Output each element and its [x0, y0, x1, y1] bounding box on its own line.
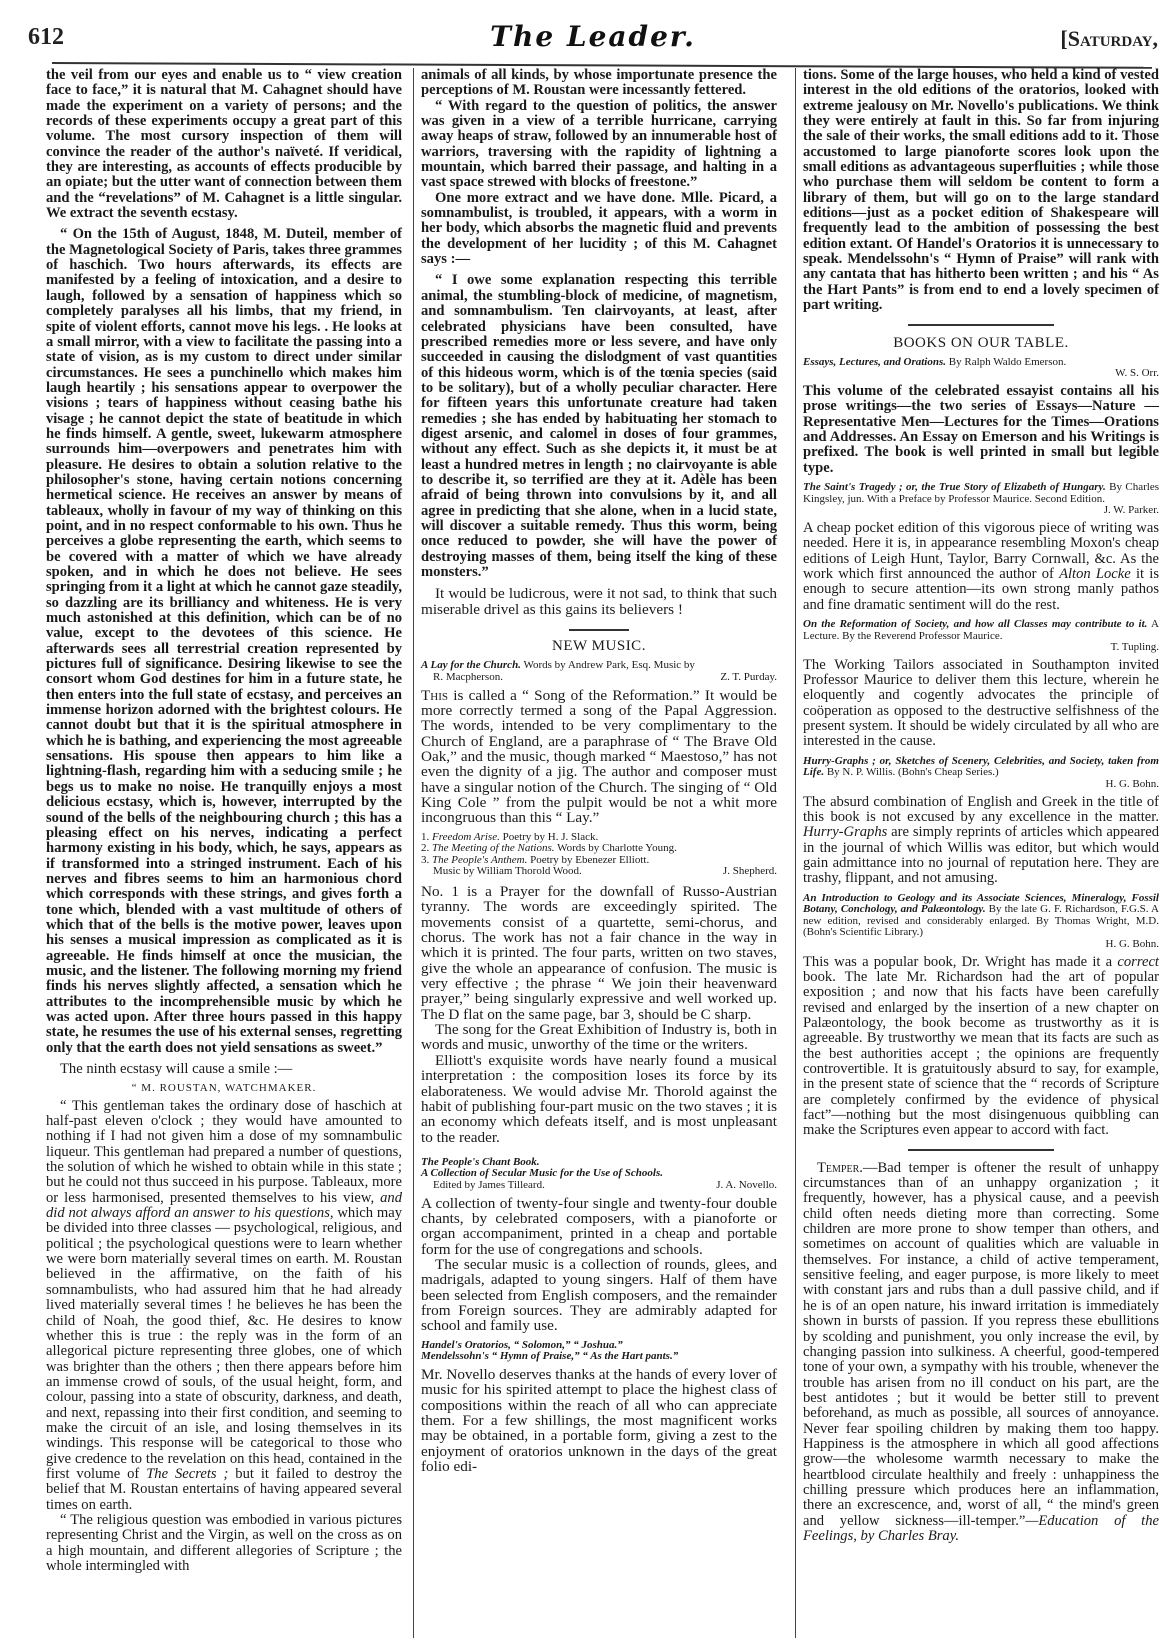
column-divider: [413, 68, 414, 1638]
article-paragraph: animals of all kinds, by whose importunate presence the perceptions of M. Roustan were incessantly fettered.: [421, 67, 777, 99]
page-number: 612: [28, 24, 64, 50]
masthead: [28, 20, 1158, 60]
issue-day: [Saturday,: [1060, 26, 1158, 51]
music-list-credit: Music by William Thorold Wood. J. Shepherd.: [433, 865, 777, 878]
review-paragraph: The song for the Great Exhibition of Industry is, both in words and music, unworthy of the time or the writers.: [421, 1021, 777, 1054]
temper-paragraph: Temper.—Bad temper is oftener the result of unhappy circumstances than of an unhappy organization ; it frequently, however, has a physical cause, and a peevish child often needs dieting more than correcting. Some children are more prone to show temper than others, and sometimes on account of qualities which are valuable in themselves. For instance, a child of active temperament, sensitive feeling, and eager purpose, is more likely to meet with constant jars and rubs than a dull passive child, and if he is of an open nature, his inward irritation is immediately shown in bursts of passion. If you repress these ebullitions by scolding and punishment, you only increase the evil, by changing passion into sulkiness. A cheerful, good-tempered tone of your own, a sympathy with his trouble, whenever the trouble has arisen from no ill conduct on his part, are the best antidotes ; but it would be better still to prevent beforehand, as much as possible, all sources of annoyance. Never fear spoiling children by making them too happy. Happiness is the atmosphere in which all good affections grow—the wholesome warmth necessary to make the heartblood circulate healthily and freely : unhappiness the chilling pressure which produces here an inflammation, there an excrescence, and, worst of all, “ the mind's green and yellow sickness—ill-temper.”—Education of the Feelings, by Charles Bray.: [803, 1159, 1159, 1544]
quoted-extract: “ I owe some explanation respecting this terrible animal, the stumbling-block of medicine, of magnetism, and somnambulism. Ten clairvoyants, at least, after celebrated physicians have been consulted, have prescribed remedies more or less severe, and have only succeeded in causing the dislodgment of vast quantities of this hideous worm, which is of the tœnia species (said to be solitary), but of a wholly peculiar character. Here for fifteen years this unfortunate creature had taken remedies ; she has ended by habituating her stomach to digest arsenic, and calomel in doses of four grammes, without any effect. Such as she depicts it, it must be at least a hundred metres in length ; no clairvoyante is able to describe it, so terrified are they at it. Adèle has been afraid of being thrown into convulsions by it, and all agree in predicting that she alone, when in a lucid state, will discover a suitable remedy. Thus this worm, being once reduced to powder, she will have the power of destroying masses of them, being itself the king of these monsters.”: [421, 272, 777, 580]
review-paragraph: This is called a “ Song of the Reformation.” It would be more correctly termed a song of the Papal Aggression. The words, intended to be very complimentary to the Church of England, are a paraphrase of “ The Brave Old Oak,” and the music, though marked “ Maestoso,” has not even the dignity of a jig. The author and composer must have a singular notion of the Church. The singing of “ Old King Cole ” from the pulpit would be not a whit more incongruous than this “ Lay.”: [421, 686, 777, 827]
section-rule: [908, 1149, 1054, 1151]
music-citation: Handel's Oratorios, “ Solomon,” “ Joshua.” Mendelssohn's “ Hymn of Praise,” “ As the Hart pants.”: [421, 1338, 679, 1363]
review-paragraph: A collection of twenty-four single and twenty-four double chants, by celebrated composers, with a pianoforte or organ accompaniment, printed in a cheap and portable form for the use of congregations and schools.: [421, 1194, 777, 1258]
article-paragraph: the veil from our eyes and enable us to “ view creation face to face,” it is natural that M. Cahagnet should have made the experiment on a variety of persons; and the records of these experiments occupy a great part of this volume. The most cursory inspection of them will convince the reader of the author's naïveté. If veridical, they are interesting, as accounts of effects producible by an opiate; but the utter want of connection between them and the “revelations” of M. Cahagnet is a little singular. We extract the seventh ecstasy.: [46, 67, 402, 222]
quoted-extract: “ On the 15th of August, 1848, M. Duteil, member of the Magnetological Society of Paris, takes three grammes of haschich. Two hours afterwards, its effects are manifested by a feeling of intoxication, and a desire to laugh, followed by a sensation of happiness which so completely paralyses all his limbs, that my friend, in spite of violent efforts, cannot move his legs. . He looks at a small mirror, with a view to facilitate the passing into a state of vision, as is my custom to direct under similar circumstances. He sees a punchinello which makes him laugh heartily ; his sensations appear to overpower the visions ; tears of happiness without ceasing bathe his visage ; he cannot depict the state of beatitude in which he finds himself. A gentle, sweet, lukewarm atmosphere surrounds him—overpowers and penetrates him with pleasure. He desires to obtain a solution relative to the philosopher's stone, having certain notions concerning hermetical science. He receives an answer by means of tableaux, wholly in favour of my way of thinking on this point, and in no respect conformable to his own. Thus he perceives a globe representing the earth, which seems to be covered with a matter of which we have already spoken, and in which he does not believe. He sees springing from it a light at which he cannot gaze steadily, so dazzling are its brilliancy and whiteness. He is very much astonished at this definition, which can be of no value, except to the devotees of this science. He afterwards sees all terrestrial creation represented by pictures full of significance. Desiring likewise to see the consort whom God destines for him in a future state, he then enters into the full state of ecstasy, and perceives an immense horizon adorned with the brightest colours. He cannot doubt but that it is the spiritual atmosphere in which he is bathing, and experiencing the most agreeable sensations. His spouse then appears to him like a lightning-flash, regarding him with a seducing smile ; he begs us to make no noise. He tranquilly enjoys a most delicious ecstasy, which is, however, interrupted by the sound of the bells of the neighbouring church ; this has a pleasing effect on his nerves, indicating a perfect harmony existing in his body, which, he says, appears as if transformed into a stringed instrument. Each of his nerves and fibres seems to him an harmonious chord which corresponds with these strings, and gives forth a tone which, blended with a vast multitude of others of which that of the bells is the motive power, leaves upon his senses a musical impression as complicated as it is agreeable. He finds himself at once the musician, the music, and the listener. The following morning my friend finds his nerves slightly affected, a sensation which he attributes to the incomprehensible music by which he was acted upon. After three hours passed in this happy state, he resumes the use of his external senses, regretting only that the earth does not yield sensations as sweet.”: [46, 226, 402, 1056]
article-paragraph: One more extract and we have done. Mlle. Picard, a somnambulist, is troubled, it appears, with a worm in her body, which absorbs the magnetic fluid and prevents the development of her lucidity ; of this M. Cahagnet says :—: [421, 189, 777, 268]
book-citation: On the Reformation of Society, and how all Classes may contribute to it. A Lecture. By the Reverend Professor Maurice. T. Tupling.: [803, 617, 1159, 654]
book-review: A cheap pocket edition of this vigorous piece of writing was needed. Here it is, in appearance resembling Moxon's cheap editions of Leigh Hunt, Taylor, Barry Cornwall, &c. As the work which first announced the author of Alton Locke it is enough to secure attention—its own strong manly pathos and fine dramatic sentiment will do the rest.: [803, 519, 1159, 613]
section-rule: [569, 629, 629, 631]
column-1: [46, 68, 402, 1574]
quoted-extract: “ This gentleman takes the ordinary dose of haschich at half-past eleven o'clock ; they would have amounted to nothing if I had not given him a dose of my somnambulic liqueur. This gentleman had prepared a number of questions, the solution of which he wished to obtain while in this state ; but he could not thus succeed in his purpose. Tableaux, more or less harmonised, presented themselves to his view, and did not always afford an answer to his questions, which may be divided into three classes — psychological, religious, and political ; the psychological questions were to learn whether we were born materially several times on earth. M. Roustan believed in the affirmative, on the faith of his somnambulists, who had assured him that he had already lived materially several times ! he believes he has been the child of Noah, the good thief, &c. He desires to know whether this is true : the reply was in the form of an allegorical picture representing three globes, one of which was brighter than the others ; then there appears before him an immense crowd of souls, of the usual height, form, and colour, passing into a state of obscurity, darkness, and death, and next, repassing into their first condition, and seeming to make the circuit of an isle, and losing themselves in its windings. This response will be categorical to those who give credence to the revelation on this head, contained in the first volume of The Secrets ; but it failed to destroy the belief that M. Roustan entertains of having appeared several times on earth.: [46, 1097, 402, 1513]
music-citation: The People's Chant Book. A Collection of Secular Music for the Use of Schools. Edited by James Tilleard. J. A. Novello.: [421, 1155, 777, 1192]
quoted-extract: “ With regard to the question of politics, the answer was given in a view of a terrible hurricane, carrying away heaps of straw, followed by an innumerable host of warriors, traversing with the rapidity of lightning a mountain, which barred their passage, and halting in a vast space strewed with blocks of freestone.”: [421, 97, 777, 191]
column-3: [803, 68, 1159, 1544]
book-review: The Working Tailors associated in Southampton invited Professor Maurice to deliver them this lecture, wherein he eloquently and cogently advocates the principle of coöperation as opposed to the destructive selfishness of the present system. It should be widely circulated by all who are interested in the cause.: [803, 656, 1159, 750]
review-paragraph: No. 1 is a Prayer for the downfall of Russo-Austrian tyranny. The words are exceedingly spirited. The movements consist of a quartette, semi-chorus, and chorus. The work has not a fair chance in the way in which it is printed. The four parts, written on two staves, give the whole an appearance of confusion. The music is very effective ; the phrase “ We join their heavenward prayer,” being singularly expressive and well worked up. The D flat on the same page, bar 3, should be C sharp.: [421, 883, 777, 1023]
extract-subheading: “ M. ROUSTAN, WATCHMAKER.: [131, 1082, 317, 1095]
section-rule: [908, 324, 1054, 326]
column-2: [421, 68, 777, 1474]
music-list: [421, 832, 777, 878]
review-paragraph: Elliott's exquisite words have nearly found a musical interpretation : the composition loses its force by its elaborateness. We would advise Mr. Thorold against the habit of publishing four-part music on the two staves ; it is an economy which defeats itself, and is most unpleasant to the reader.: [421, 1051, 777, 1146]
review-paragraph: The secular music is a collection of rounds, glees, and madrigals, adapted to young singers. Half of them have been selected from English composers, and the remainder from Foreign sources. They are admirably adapted for school and family use.: [421, 1256, 777, 1335]
music-citation: A Lay for the Church. Words by Andrew Park, Esq. Music by R. Macpherson. Z. T. Purday.: [421, 659, 777, 683]
article-paragraph: The ninth ecstasy will cause a smile :—: [60, 1061, 293, 1077]
column-divider: [795, 68, 796, 1638]
music-list-item: 2. The Meeting of the Nations. Words by Charlotte Young.: [421, 842, 677, 855]
section-heading-new-music: NEW MUSIC.: [552, 638, 646, 655]
newspaper-title: The Leader.: [490, 20, 696, 53]
book-review: This was a popular book, Dr. Wright has made it a correct book. The late Mr. Richardson had the art of popular exposition ; and now that his facts have been carefully revised and enlarged by the insertion of a new chapter on Palæontology, the book become as trustworthy as it is agreeable. By trustworthy we mean that its facts are such as the best authorities accept ; the opinions are frequently controvertible. It is gratuitously absurd to say, for example, in the present state of science that the “ records of Scripture are completely confirmed by the evidence of physical fact”—nothing but the most disingenuous quibbling can make the Scriptures even appear to accord with fact.: [803, 953, 1159, 1139]
article-paragraph: It would be ludicrous, were it not sad, to think that such miserable drivel as this gains its believers !: [421, 585, 777, 618]
book-citation: Essays, Lectures, and Orations. By Ralph Waldo Emerson. W. S. Orr.: [803, 355, 1159, 380]
section-heading-books: BOOKS ON OUR TABLE.: [893, 334, 1069, 351]
review-paragraph: tions. Some of the large houses, who held a kind of vested interest in the old editions of the oratorios, looked with extreme jealousy on Mr. Novello's publications. We think they were entirely at fault in this. So far from injuring the sale of their works, the small editions add to it. Those accustomed to large pianoforte scores look upon the small editions as advantageous superfluities ; while those who purchase them will seldom be content to form a library of them, but will go on to the large standard editions—just as a pocket edition of Shakespeare will frequently lead to the ambition of possessing the best edition extant. Of Handel's Oratorios it is unnecessary to speak. Mendelssohn's “ Hymn of Praise” will rank with any cantata that has hitherto been written ; and his “ As the Hart Pants” is from end to end a lovely specimen of part writing.: [803, 67, 1159, 314]
review-paragraph: Mr. Novello deserves thanks at the hands of every lover of music for his spirited attempt to place the highest class of compositions within the reach of all who can appreciate them. For a few shillings, the most magnificent works may be obtained, in a portable form, giving a zest to the enjoyment of oratorios unknown in the days of the great folio edi-: [421, 1365, 777, 1475]
book-citation: The Saint's Tragedy ; or, the True Story of Elizabeth of Hungary. By Charles Kingsley, jun. With a Preface by Professor Maurice. Second Edition. J. W. Parker.: [803, 481, 1159, 517]
book-citation: Hurry-Graphs ; or, Sketches of Scenery, Celebrities, and Society, taken from Life. By N. P. Willis. (Bohn's Cheap Series.) H. G. Bohn.: [803, 754, 1159, 790]
book-citation: An Introduction to Geology and its Associate Sciences, Mineralogy, Fossil Botany, Conchology, and Palæontology. By the late G. F. Richardson, F.G.S. A new edition, revised and considerably enlarged. By Thomas Wright, M.D. (Bohn's Scientific Library.) H. G. Bohn.: [803, 891, 1159, 950]
quoted-extract: “ The religious question was embodied in various pictures representing Christ and the Virgin, as well on the cross as on a high mountain, and different allegories of Scripture ; the whole intermingled with: [46, 1511, 402, 1574]
book-review: This volume of the celebrated essayist contains all his prose writings—the two series of Essays—Nature —Representative Men—Lectures for the Times—Orations and Addresses. An Essay on Emerson and his Writings is prefixed. The book is well printed in small but legible type.: [803, 383, 1159, 476]
book-review: The absurd combination of English and Greek in the title of this book is not excused by any excellence in the matter. Hurry-Graphs are simply reprints of articles which appeared in the journal of which Willis was editor, but which would gain admittance into no journal of reputation here. They are trashy, flippant, and not amusing.: [803, 793, 1159, 887]
music-list-item: 3. The People's Anthem. Poetry by Ebenezer Elliott.: [421, 853, 650, 866]
music-list-item: 1. Freedom Arise. Poetry by H. J. Slack.: [421, 830, 599, 843]
